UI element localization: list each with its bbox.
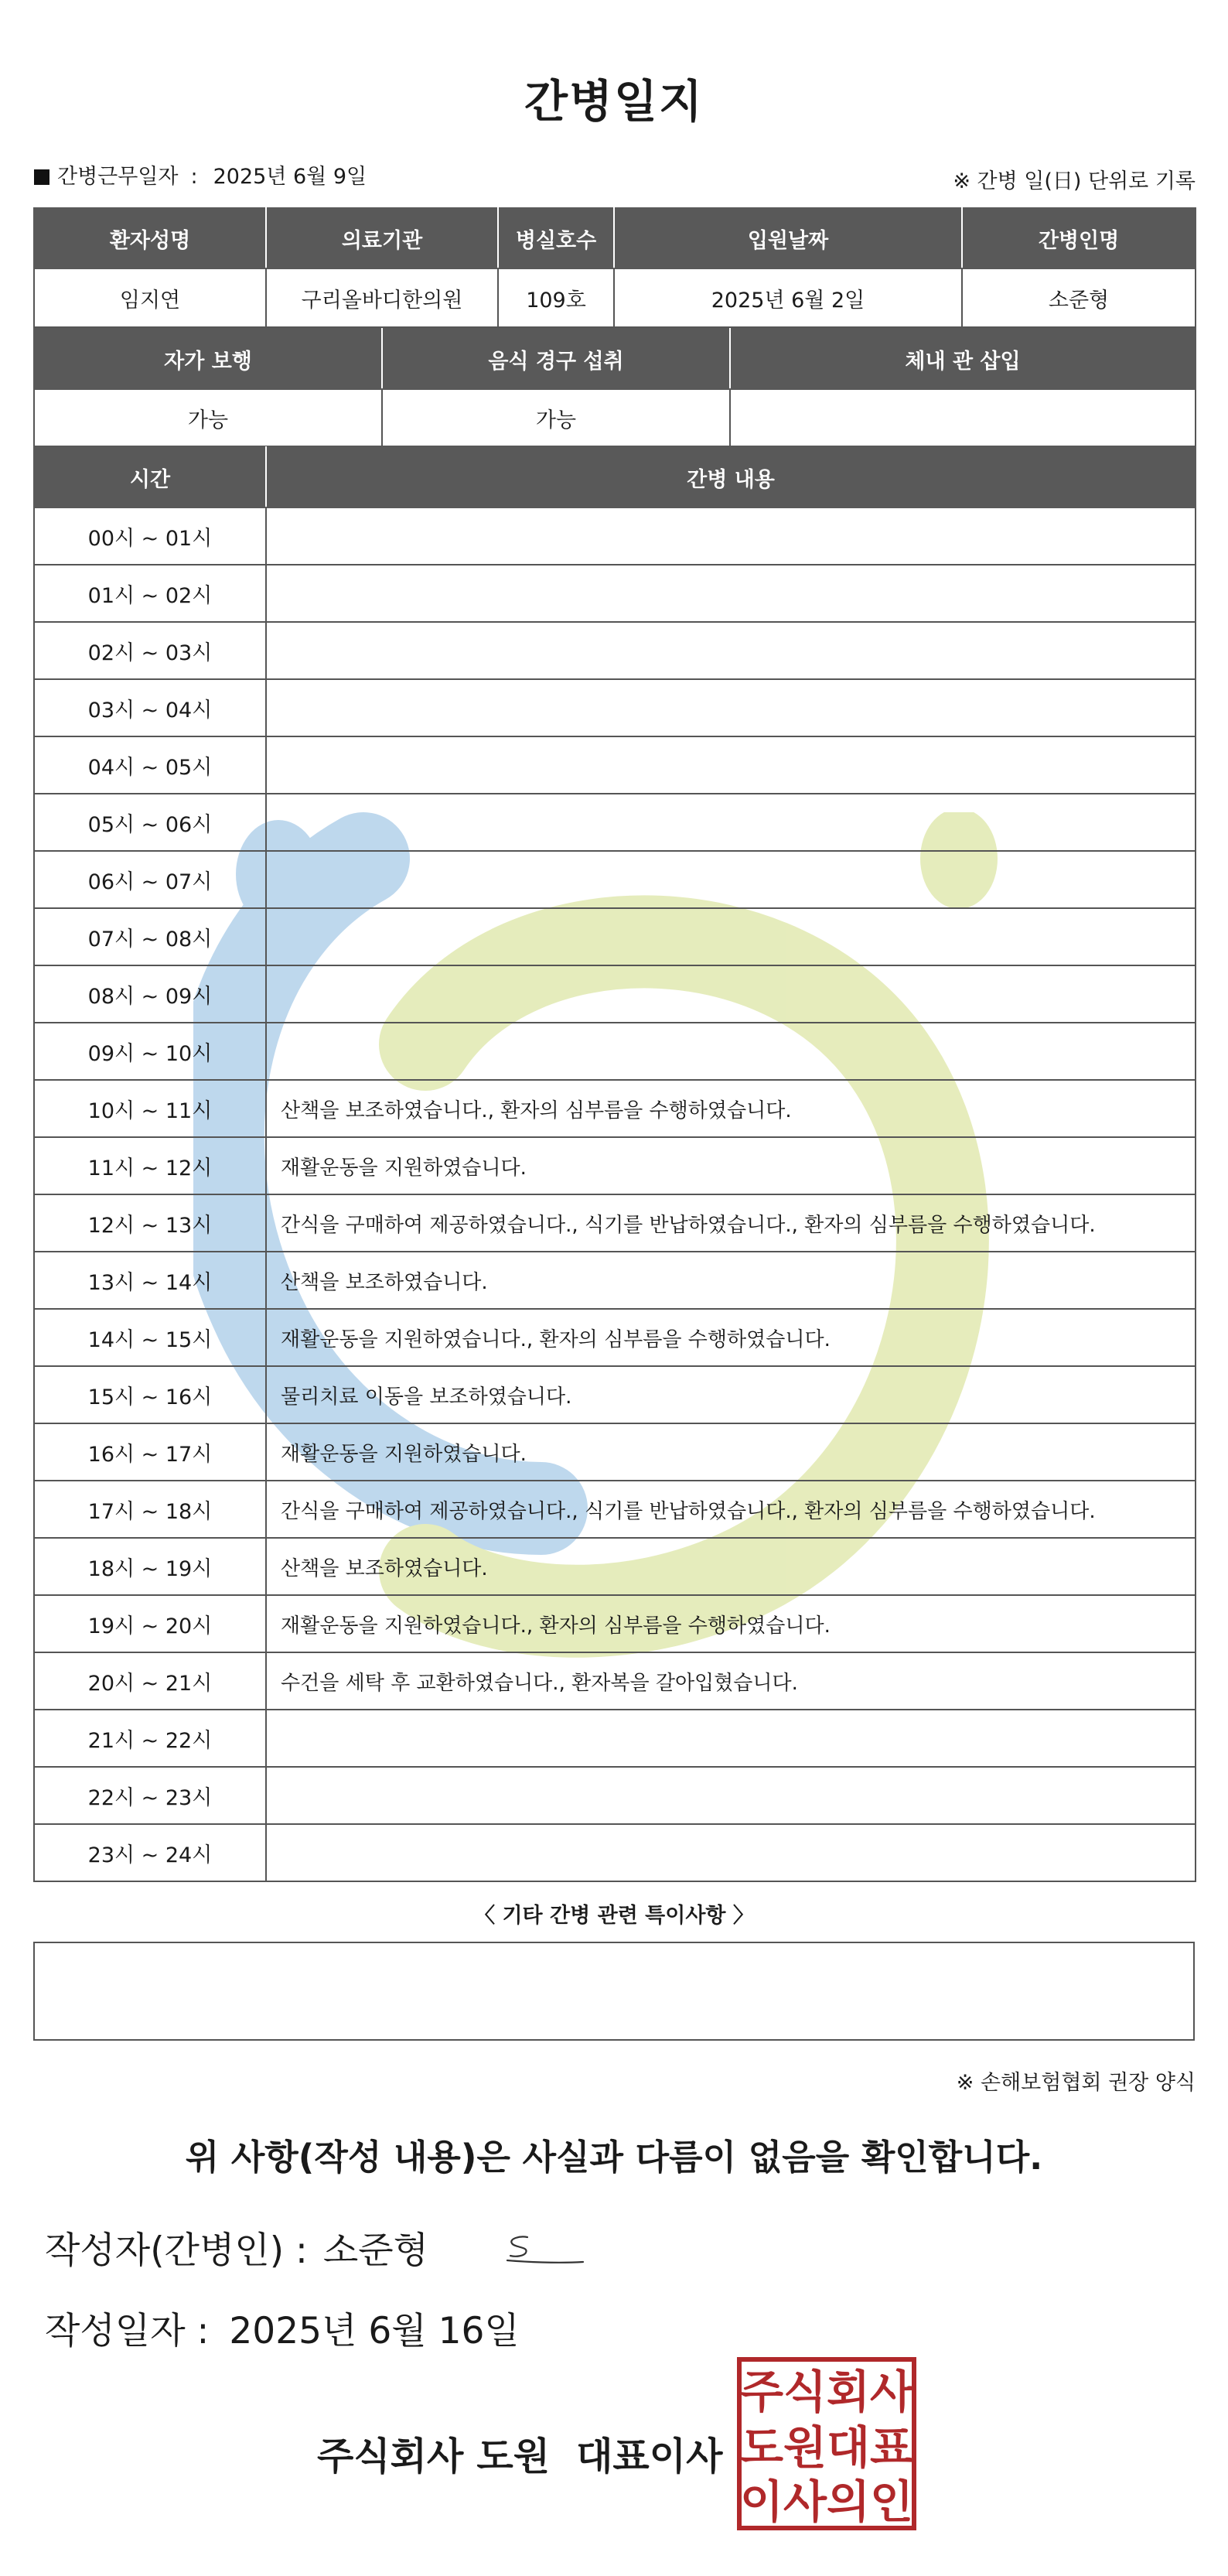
- time-slot: 03시 ~ 04시: [34, 679, 266, 736]
- written-date-line: [45, 2302, 520, 2354]
- table-row: [34, 1080, 1196, 1137]
- table-row: [34, 1423, 1196, 1481]
- time-slot: 13시 ~ 14시: [34, 1252, 266, 1309]
- care-content: 재활운동을 지원하였습니다.: [266, 1423, 1196, 1481]
- patient-info-table: [33, 207, 1196, 328]
- company-name: 주식회사 도원: [317, 2434, 551, 2479]
- care-log-header-row: [34, 447, 1196, 507]
- svg-text:도: 도: [739, 2421, 784, 2474]
- header-room: 병실호수: [498, 208, 614, 268]
- care-content: 산책을 보조하였습니다.: [266, 1252, 1196, 1309]
- care-content: [266, 1767, 1196, 1824]
- time-slot: 12시 ~ 13시: [34, 1194, 266, 1252]
- patient-name: 임지연: [34, 268, 266, 327]
- table-row: [34, 1137, 1196, 1194]
- svg-text:인: 인: [869, 2475, 914, 2528]
- tube-insertion-value: [730, 389, 1196, 446]
- svg-text:주: 주: [739, 2366, 784, 2418]
- header-care-content: 간병 내용: [266, 447, 1196, 507]
- table-row: [34, 1652, 1196, 1710]
- table-row: [34, 851, 1196, 908]
- care-content: [266, 622, 1196, 679]
- author-name: 소준형: [322, 2229, 429, 2272]
- care-content: [266, 794, 1196, 851]
- form-source-note: ※ 손해보험협회 권장 양식: [956, 2071, 1196, 2095]
- company-seal-stamp: [736, 2356, 917, 2531]
- table-row: [34, 1194, 1196, 1252]
- care-content: 물리치료 이동을 보조하였습니다.: [266, 1366, 1196, 1423]
- time-slot: 11시 ~ 12시: [34, 1137, 266, 1194]
- svg-text:사: 사: [783, 2475, 827, 2528]
- care-content: 산책을 보조하였습니다.: [266, 1538, 1196, 1595]
- care-content: 재활운동을 지원하였습니다., 환자의 심부름을 수행하였습니다.: [266, 1309, 1196, 1366]
- time-slot: 15시 ~ 16시: [34, 1366, 266, 1423]
- time-slot: 09시 ~ 10시: [34, 1023, 266, 1080]
- care-log-table: [33, 446, 1196, 1882]
- header-self-walking: 자가 보행: [34, 329, 382, 389]
- table-row: [34, 1595, 1196, 1652]
- author-line: [45, 2222, 428, 2274]
- time-slot: 05시 ~ 06시: [34, 794, 266, 851]
- patient-status-value-row: [34, 389, 1196, 446]
- patient-status-table: [33, 328, 1196, 447]
- hospital-name: 구리올바디한의원: [266, 268, 498, 327]
- time-slot: 23시 ~ 24시: [34, 1824, 266, 1881]
- caregiver-name: 소준형: [962, 268, 1196, 327]
- square-bullet-icon: [34, 169, 49, 185]
- table-row: [34, 1252, 1196, 1309]
- author-label: 작성자(간병인) :: [45, 2229, 308, 2272]
- care-content: 산책을 보조하였습니다., 환자의 심부름을 수행하였습니다.: [266, 1080, 1196, 1137]
- time-slot: 01시 ~ 02시: [34, 565, 266, 622]
- company-line: [317, 2427, 722, 2481]
- header-time: 시간: [34, 447, 266, 507]
- table-row: [34, 1366, 1196, 1423]
- header-admission-date: 입원날짜: [614, 208, 962, 268]
- svg-text:표: 표: [869, 2421, 914, 2474]
- work-date-colon: :: [190, 165, 198, 189]
- special-notes-title: 〈 기타 간병 관련 특이사항 〉: [474, 1904, 754, 1928]
- care-content: [266, 851, 1196, 908]
- svg-text:이: 이: [739, 2475, 784, 2528]
- time-slot: 06시 ~ 07시: [34, 851, 266, 908]
- header-oral-intake: 음식 경구 섭취: [382, 329, 730, 389]
- care-content: 간식을 구매하여 제공하였습니다., 식기를 반납하였습니다., 환자의 심부름을 수행하였습니다.: [266, 1194, 1196, 1252]
- written-date-label: 작성일자 :: [45, 2310, 210, 2352]
- header-patient-name: 환자성명: [34, 208, 266, 268]
- patient-info-value-row: [34, 268, 1196, 327]
- work-date-value: 2025년 6월 9일: [213, 165, 367, 189]
- self-walking-value: 가능: [34, 389, 382, 446]
- table-row: [34, 679, 1196, 736]
- time-slot: 10시 ~ 11시: [34, 1080, 266, 1137]
- table-row: [34, 1710, 1196, 1767]
- time-slot: 00시 ~ 01시: [34, 507, 266, 565]
- time-slot: 20시 ~ 21시: [34, 1652, 266, 1710]
- work-date-label: 간병근무일자: [57, 165, 179, 189]
- handwritten-signature: [503, 2229, 588, 2268]
- header-tube-insertion: 체내 관 삽입: [730, 329, 1196, 389]
- time-slot: 04시 ~ 05시: [34, 736, 266, 794]
- time-slot: 18시 ~ 19시: [34, 1538, 266, 1595]
- time-slot: 07시 ~ 08시: [34, 908, 266, 965]
- admission-date: 2025년 6월 2일: [614, 268, 962, 327]
- table-row: [34, 1767, 1196, 1824]
- care-content: [266, 1824, 1196, 1881]
- page-title: 간병일지: [524, 75, 704, 128]
- time-slot: 21시 ~ 22시: [34, 1710, 266, 1767]
- record-unit-note: ※ 간병 일(日) 단위로 기록: [953, 169, 1196, 193]
- svg-text:회: 회: [826, 2366, 871, 2418]
- care-content: [266, 507, 1196, 565]
- care-content: 재활운동을 지원하였습니다., 환자의 심부름을 수행하였습니다.: [266, 1595, 1196, 1652]
- table-row: [34, 908, 1196, 965]
- care-content: [266, 679, 1196, 736]
- table-row: [34, 1538, 1196, 1595]
- table-row: [34, 736, 1196, 794]
- time-slot: 02시 ~ 03시: [34, 622, 266, 679]
- header-hospital: 의료기관: [266, 208, 498, 268]
- patient-status-header-row: [34, 329, 1196, 389]
- svg-text:원: 원: [783, 2421, 827, 2474]
- table-row: [34, 507, 1196, 565]
- care-content: [266, 908, 1196, 965]
- confirmation-statement: 위 사항(작성 내용)은 사실과 다름이 없음을 확인합니다.: [185, 2137, 1043, 2178]
- time-slot: 16시 ~ 17시: [34, 1423, 266, 1481]
- patient-info-header-row: [34, 208, 1196, 268]
- time-slot: 22시 ~ 23시: [34, 1767, 266, 1824]
- care-content: [266, 1023, 1196, 1080]
- table-row: [34, 794, 1196, 851]
- svg-text:사: 사: [869, 2366, 914, 2418]
- care-log-body: [34, 507, 1196, 1881]
- care-content: [266, 965, 1196, 1023]
- care-content: 간식을 구매하여 제공하였습니다., 식기를 반납하였습니다., 환자의 심부름을 수행하였습니다.: [266, 1481, 1196, 1538]
- table-row: [34, 965, 1196, 1023]
- care-content: [266, 1710, 1196, 1767]
- time-slot: 08시 ~ 09시: [34, 965, 266, 1023]
- work-date-line: [34, 159, 367, 190]
- time-slot: 17시 ~ 18시: [34, 1481, 266, 1538]
- table-row: [34, 1481, 1196, 1538]
- oral-intake-value: 가능: [382, 389, 730, 446]
- room-number: 109호: [498, 268, 614, 327]
- care-content: 재활운동을 지원하였습니다.: [266, 1137, 1196, 1194]
- special-notes-box: [33, 1942, 1195, 2041]
- table-row: [34, 1309, 1196, 1366]
- header-caregiver-name: 간병인명: [962, 208, 1196, 268]
- table-row: [34, 622, 1196, 679]
- table-row: [34, 1824, 1196, 1881]
- svg-text:의: 의: [826, 2475, 871, 2528]
- written-date-value: 2025년 6월 16일: [229, 2310, 520, 2352]
- care-content: [266, 565, 1196, 622]
- table-row: [34, 1023, 1196, 1080]
- table-row: [34, 565, 1196, 622]
- time-slot: 19시 ~ 20시: [34, 1595, 266, 1652]
- care-content: 수건을 세탁 후 교환하였습니다., 환자복을 갈아입혔습니다.: [266, 1652, 1196, 1710]
- company-representative: 대표이사: [576, 2434, 723, 2479]
- svg-text:대: 대: [826, 2421, 871, 2474]
- time-slot: 14시 ~ 15시: [34, 1309, 266, 1366]
- svg-text:식: 식: [783, 2366, 827, 2418]
- care-content: [266, 736, 1196, 794]
